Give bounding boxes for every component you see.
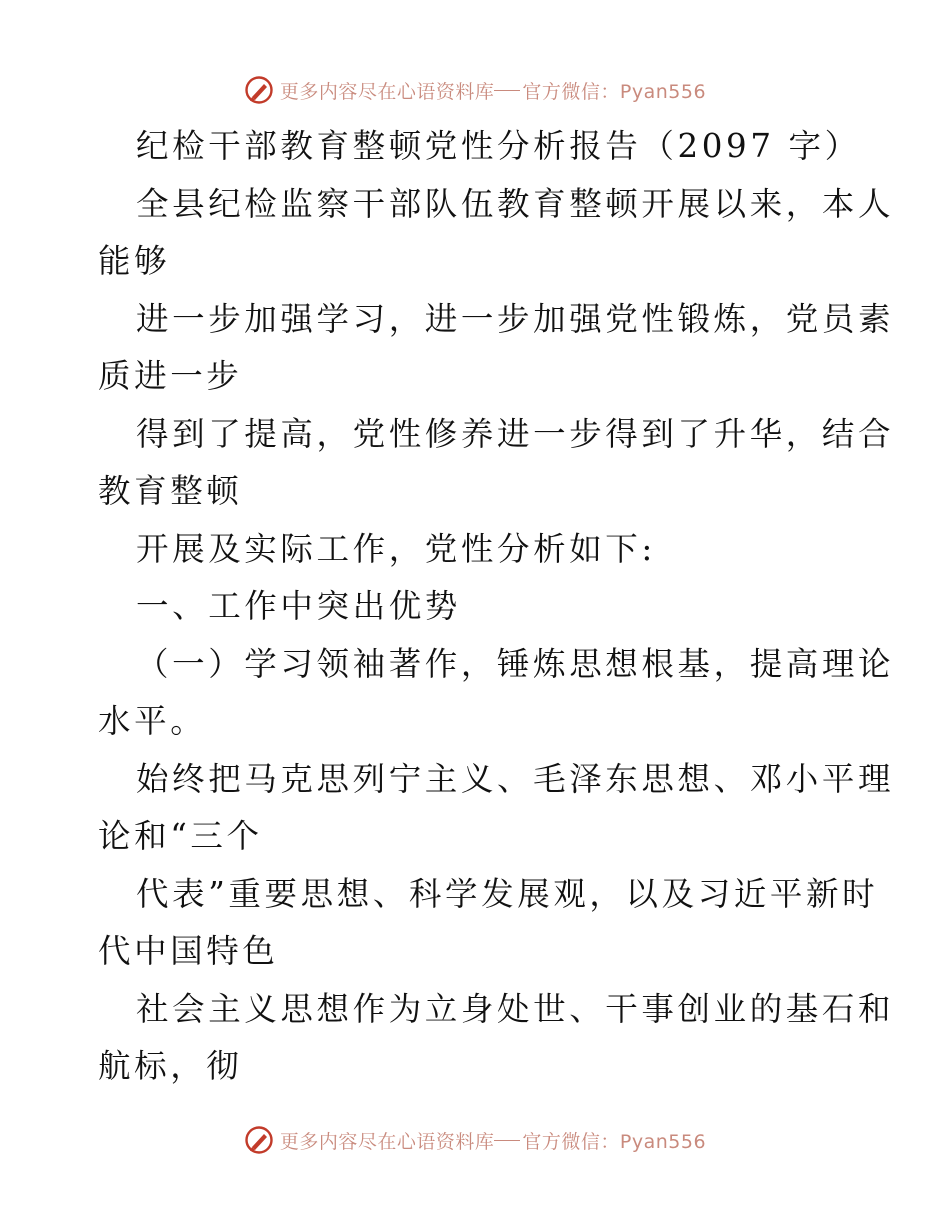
document-line: 论和“三个 [98, 817, 263, 855]
pen-logo-icon [244, 75, 274, 105]
document-line: 一、工作中突出优势 [136, 587, 461, 625]
pen-logo-icon [244, 1125, 274, 1155]
document-line: 质进一步 [98, 357, 243, 395]
watermark-suffix-text: 官方微信：Pyan556 [522, 80, 707, 103]
document-line: 代中国特色 [98, 932, 279, 970]
document-line: 全县纪检监察干部队伍教育整顿开展以来，本人 [136, 184, 895, 223]
document-line: 纪检干部教育整顿党性分析报告（2097 字） [136, 127, 861, 165]
document-line: 进一步加强学习，进一步加强党性锻炼，党员素 [136, 299, 895, 338]
document-line: 教育整顿 [98, 472, 243, 510]
document-body [98, 118, 895, 1096]
footer-watermark [0, 1120, 950, 1160]
document-line: 得到了提高，党性修养进一步得到了升华，结合 [136, 414, 895, 453]
document-line: 开展及实际工作，党性分析如下: [136, 529, 656, 568]
document-line: 社会主义思想作为立身处世、干事创业的基石和 [136, 989, 895, 1028]
watermark-main-text: 更多内容尽在心语资料库 [279, 1130, 495, 1153]
watermark-dash [494, 90, 520, 91]
document-line: 航标，彻 [98, 1047, 243, 1085]
document-line: 能够 [98, 242, 171, 280]
watermark-suffix-text: 官方微信：Pyan556 [522, 1130, 707, 1153]
document-line: 代表”重要思想、科学发展观，以及习近平新时 [136, 874, 879, 913]
watermark-dash [494, 1140, 520, 1141]
watermark-main-text: 更多内容尽在心语资料库 [279, 80, 495, 103]
document-line: 始终把马克思列宁主义、毛泽东思想、邓小平理 [136, 759, 895, 798]
document-line: （一）学习领袖著作，锤炼思想根基，提高理论 [136, 644, 895, 683]
header-watermark [0, 70, 950, 110]
document-line: 水平。 [98, 702, 207, 740]
